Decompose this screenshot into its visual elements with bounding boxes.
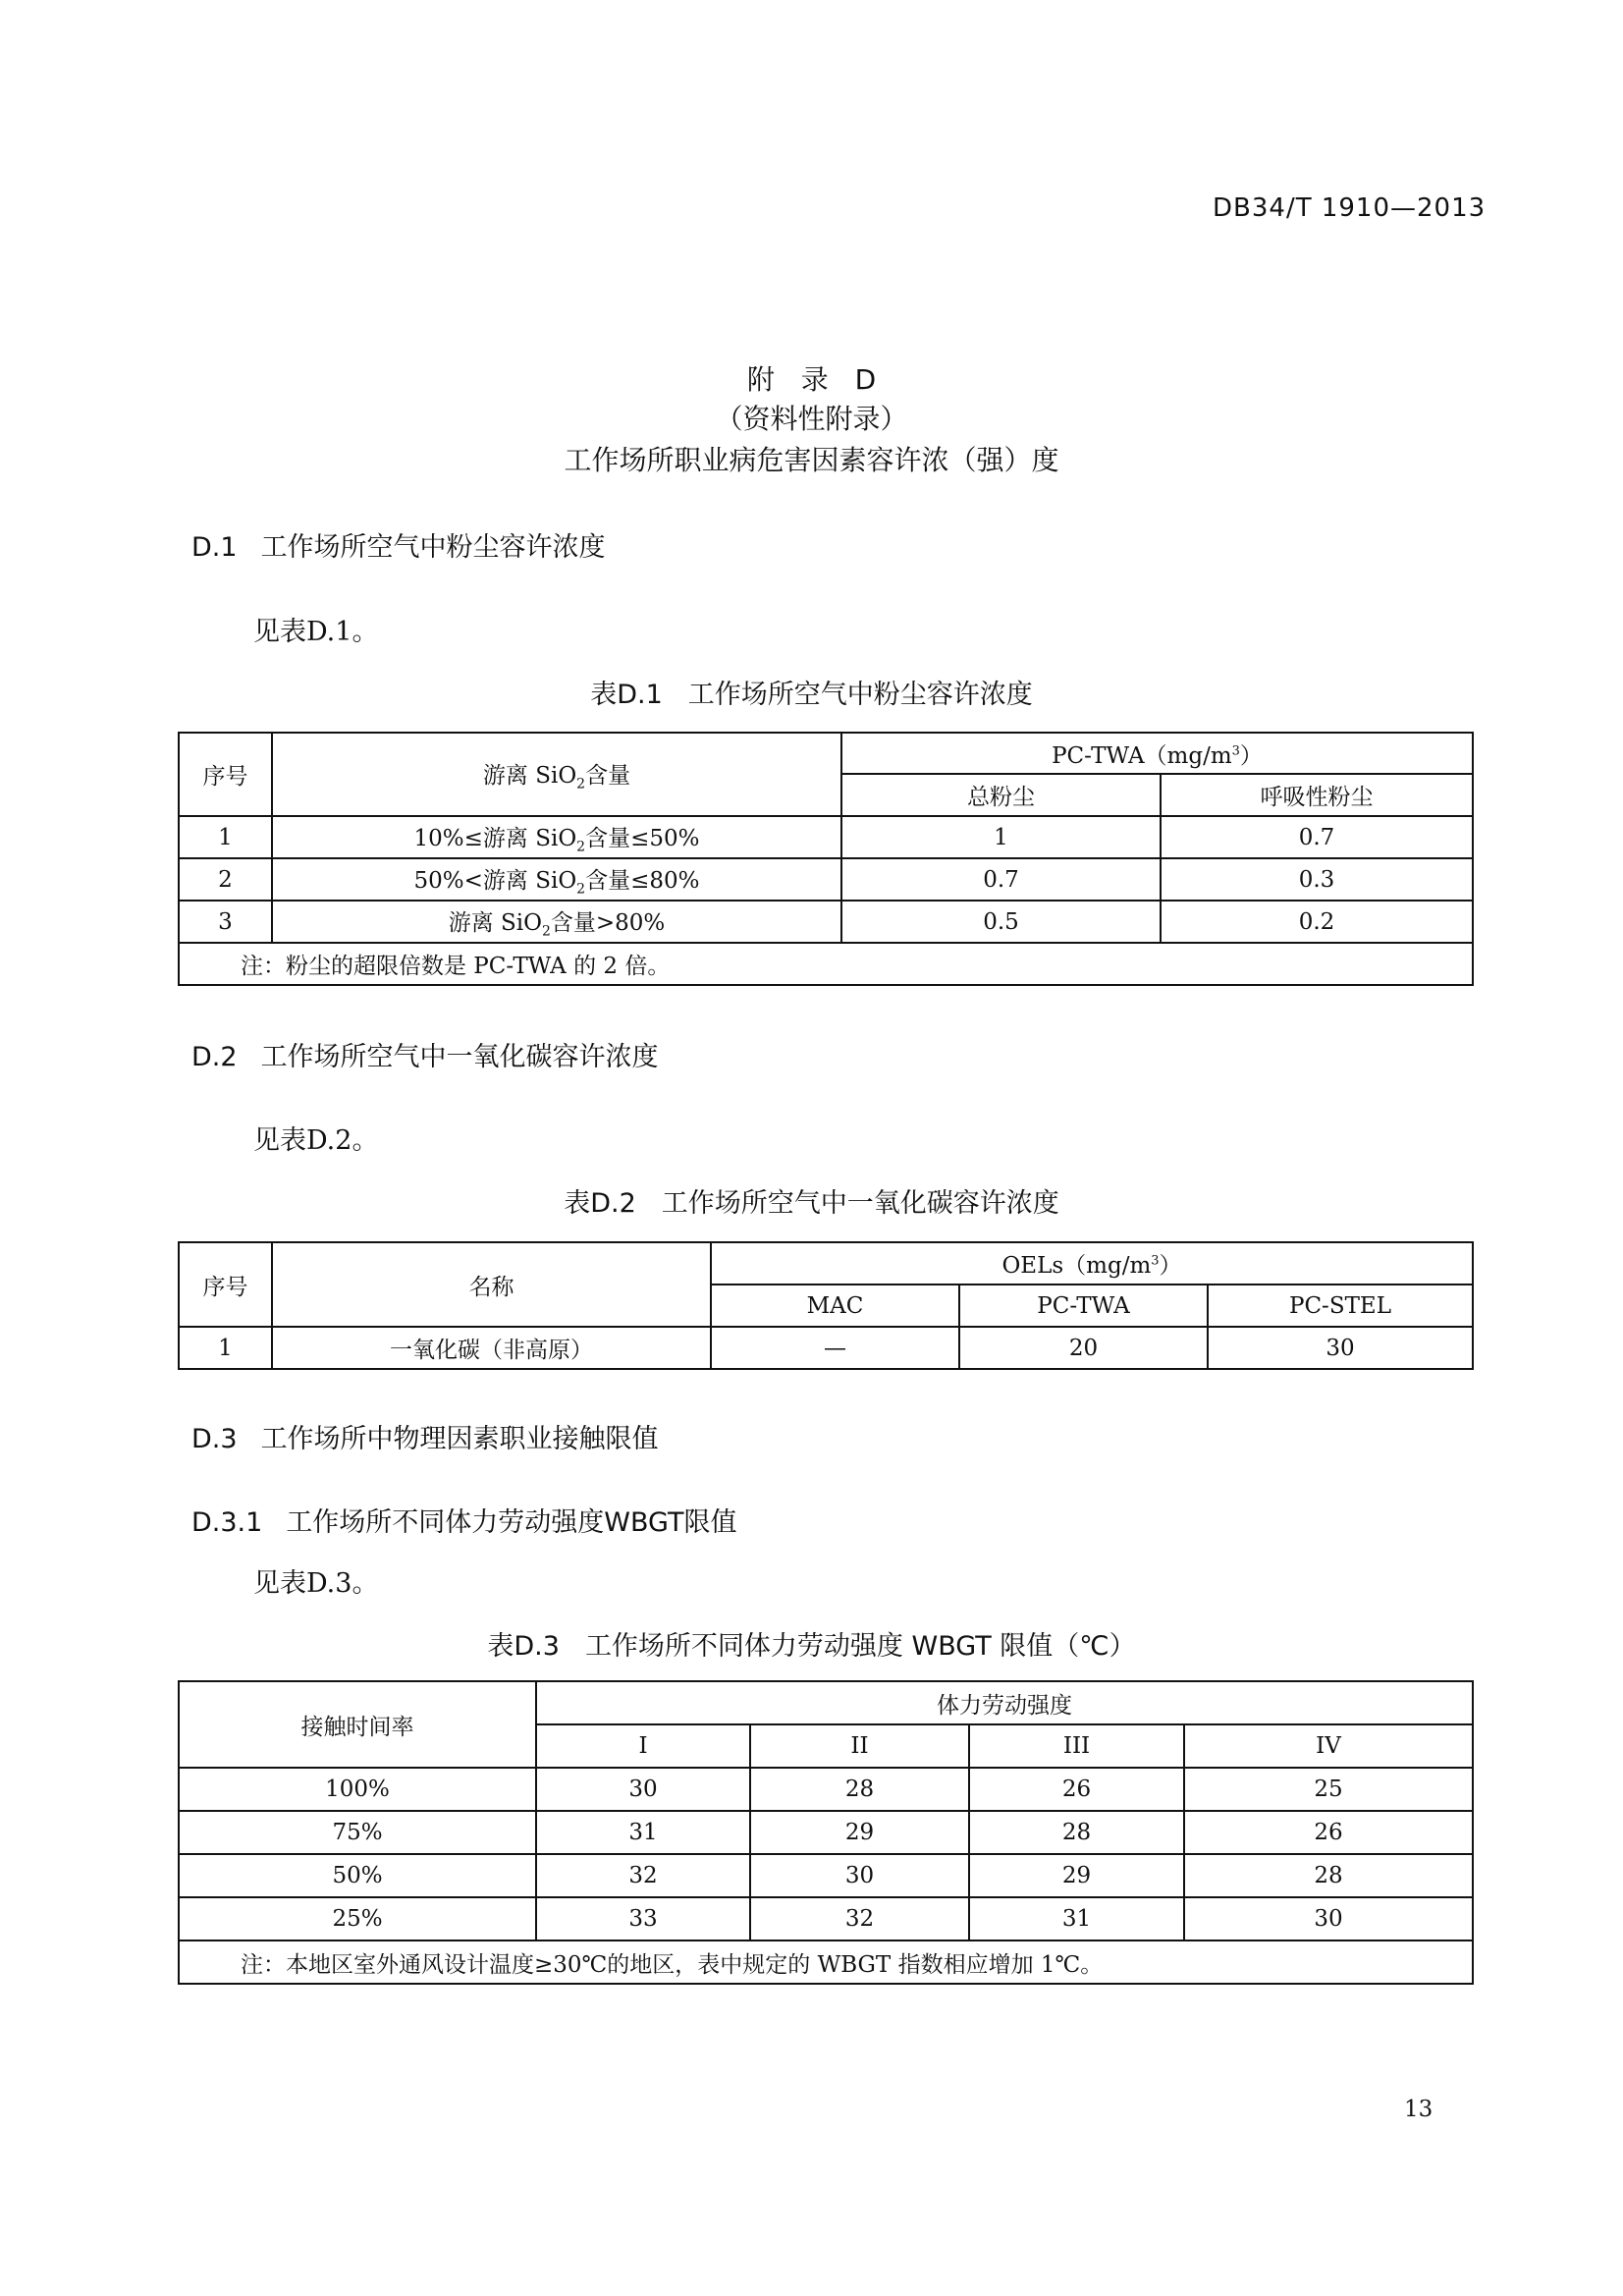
table-row: [179, 901, 1473, 943]
table3-row2-v1: 31: [536, 1811, 750, 1854]
table3-header-level-4: IV: [1184, 1724, 1473, 1768]
appendix-type: （资料性附录）: [715, 403, 908, 435]
table1-caption-title: 工作场所空气中粉尘容许浓度: [687, 680, 1033, 710]
section-d3-heading: [191, 1417, 659, 1455]
table2-caption-title: 工作场所空气中一氧化碳容许浓度: [661, 1188, 1059, 1219]
section-d3-title: 工作场所中物理因素职业接触限值: [260, 1424, 659, 1454]
section-d1-title: 工作场所空气中粉尘容许浓度: [260, 532, 606, 563]
table1-row1-content: 10%≤游离 SiO$_2$含量≤50%: [272, 816, 841, 858]
section-d1-heading: [191, 525, 606, 564]
table3-row4-v2: 32: [750, 1897, 969, 1941]
standard-number: DB34/T 1910—2013: [1213, 193, 1487, 223]
table2-caption-number: 表D.2: [564, 1188, 636, 1219]
table2-header-pcstel: PC-STEL: [1208, 1285, 1473, 1327]
table-d1: [178, 732, 1474, 986]
section-d31-text: 见表D.3。: [253, 1568, 379, 1599]
section-d1-text: 见表D.1。: [253, 617, 379, 647]
table2-row1-mac: —: [711, 1327, 959, 1369]
table1-row3-total: 0.5: [841, 901, 1161, 943]
table1-caption-number: 表D.1: [590, 680, 663, 710]
table3-row1-v1: 30: [536, 1768, 750, 1811]
table1-row2-resp: 0.3: [1161, 858, 1473, 901]
table3-header-level-2: II: [750, 1724, 969, 1768]
table3-header-level-1: I: [536, 1724, 750, 1768]
table1-row3-seq: 3: [179, 901, 272, 943]
table-row: [179, 816, 1473, 858]
table2-header-pctwa: PC-TWA: [959, 1285, 1208, 1327]
section-d1-number: D.1: [191, 532, 238, 563]
table-row: [179, 1897, 1473, 1941]
table3-row4-v1: 33: [536, 1897, 750, 1941]
appendix-name: 工作场所职业病危害因素容许浓（强）度: [564, 444, 1059, 476]
table1-row1-total: 1: [841, 816, 1161, 858]
table1-row1-resp: 0.7: [1161, 816, 1473, 858]
table3-row3-v4: 28: [1184, 1854, 1473, 1897]
table-row: [179, 1811, 1473, 1854]
table-row: [179, 1768, 1473, 1811]
table-d2: [178, 1241, 1474, 1370]
table3-row1-rate: 100%: [179, 1768, 536, 1811]
table-row: [179, 1327, 1473, 1369]
table3-row1-v4: 25: [1184, 1768, 1473, 1811]
table1-row2-total: 0.7: [841, 858, 1161, 901]
table3-row3-v3: 29: [969, 1854, 1184, 1897]
table3-header-intensity: 体力劳动强度: [536, 1681, 1473, 1724]
section-d2-heading: [191, 1035, 659, 1073]
table1-row2-seq: 2: [179, 858, 272, 901]
table2-caption: [0, 1181, 1623, 1220]
table-row: [179, 858, 1473, 901]
table1-header-seq: 序号: [179, 733, 272, 816]
table2-header-mac: MAC: [711, 1285, 959, 1327]
table3-row4-v3: 31: [969, 1897, 1184, 1941]
section-d31-title: 工作场所不同体力劳动强度WBGT限值: [286, 1507, 737, 1538]
table3-row1-v2: 28: [750, 1768, 969, 1811]
table1-row3-resp: 0.2: [1161, 901, 1473, 943]
table2-row1-pctwa: 20: [959, 1327, 1208, 1369]
table3-row3-v2: 30: [750, 1854, 969, 1897]
table1-note: 注：粉尘的超限倍数是 PC-TWA 的 2 倍。: [179, 943, 1473, 985]
section-d2-title: 工作场所空气中一氧化碳容许浓度: [260, 1042, 659, 1072]
table-row: [179, 1854, 1473, 1897]
section-d2-text: 见表D.2。: [253, 1125, 379, 1156]
table2-header-oels: $OELs(mg/m^3)$: [711, 1242, 1473, 1285]
table-d3: [178, 1680, 1474, 1985]
section-d3-number: D.3: [191, 1424, 238, 1454]
table3-caption-number: 表D.3: [487, 1631, 560, 1662]
table3-row4-rate: 25%: [179, 1897, 536, 1941]
table3-row4-v4: 30: [1184, 1897, 1473, 1941]
section-d31-number: D.3.1: [191, 1507, 263, 1538]
appendix-title: 附 录 D: [746, 363, 877, 396]
table2-row1-name: 一氧化碳（非高原）: [272, 1327, 711, 1369]
table3-header-level-3: III: [969, 1724, 1184, 1768]
table2-row1-seq: 1: [179, 1327, 272, 1369]
table3-caption: [0, 1624, 1623, 1663]
table3-row3-rate: 50%: [179, 1854, 536, 1897]
table1-header-total-dust: 总粉尘: [841, 774, 1161, 816]
table2-header-seq: 序号: [179, 1242, 272, 1327]
table2-row1-pcstel: 30: [1208, 1327, 1473, 1369]
table1-caption: [0, 673, 1623, 711]
table3-row2-v2: 29: [750, 1811, 969, 1854]
section-d2-number: D.2: [191, 1042, 238, 1072]
table3-row2-v3: 28: [969, 1811, 1184, 1854]
table3-note: 注：本地区室外通风设计温度≥30℃的地区，表中规定的 WBGT 指数相应增加 1℃。: [179, 1941, 1473, 1984]
section-d31-heading: [191, 1501, 737, 1539]
table3-row2-v4: 26: [1184, 1811, 1473, 1854]
table1-row3-content: 游离 SiO$_2$含量>80%: [272, 901, 841, 943]
page-number: 13: [1404, 2097, 1434, 2122]
table1-row1-seq: 1: [179, 816, 272, 858]
table3-row1-v3: 26: [969, 1768, 1184, 1811]
table1-header-respirable-dust: 呼吸性粉尘: [1161, 774, 1473, 816]
table1-header-pctwa: $PC-TWA(mg/m^3)$: [841, 733, 1473, 774]
table1-header-sio2: 游离 SiO$_2$含量: [272, 733, 841, 816]
table3-row3-v1: 32: [536, 1854, 750, 1897]
table1-row2-content: 50%<游离 SiO$_2$含量≤80%: [272, 858, 841, 901]
table2-header-name: 名称: [272, 1242, 711, 1327]
table3-row2-rate: 75%: [179, 1811, 536, 1854]
table3-header-rate: 接触时间率: [179, 1681, 536, 1768]
table3-caption-title: 工作场所不同体力劳动强度 WBGT 限值（℃）: [584, 1631, 1136, 1662]
